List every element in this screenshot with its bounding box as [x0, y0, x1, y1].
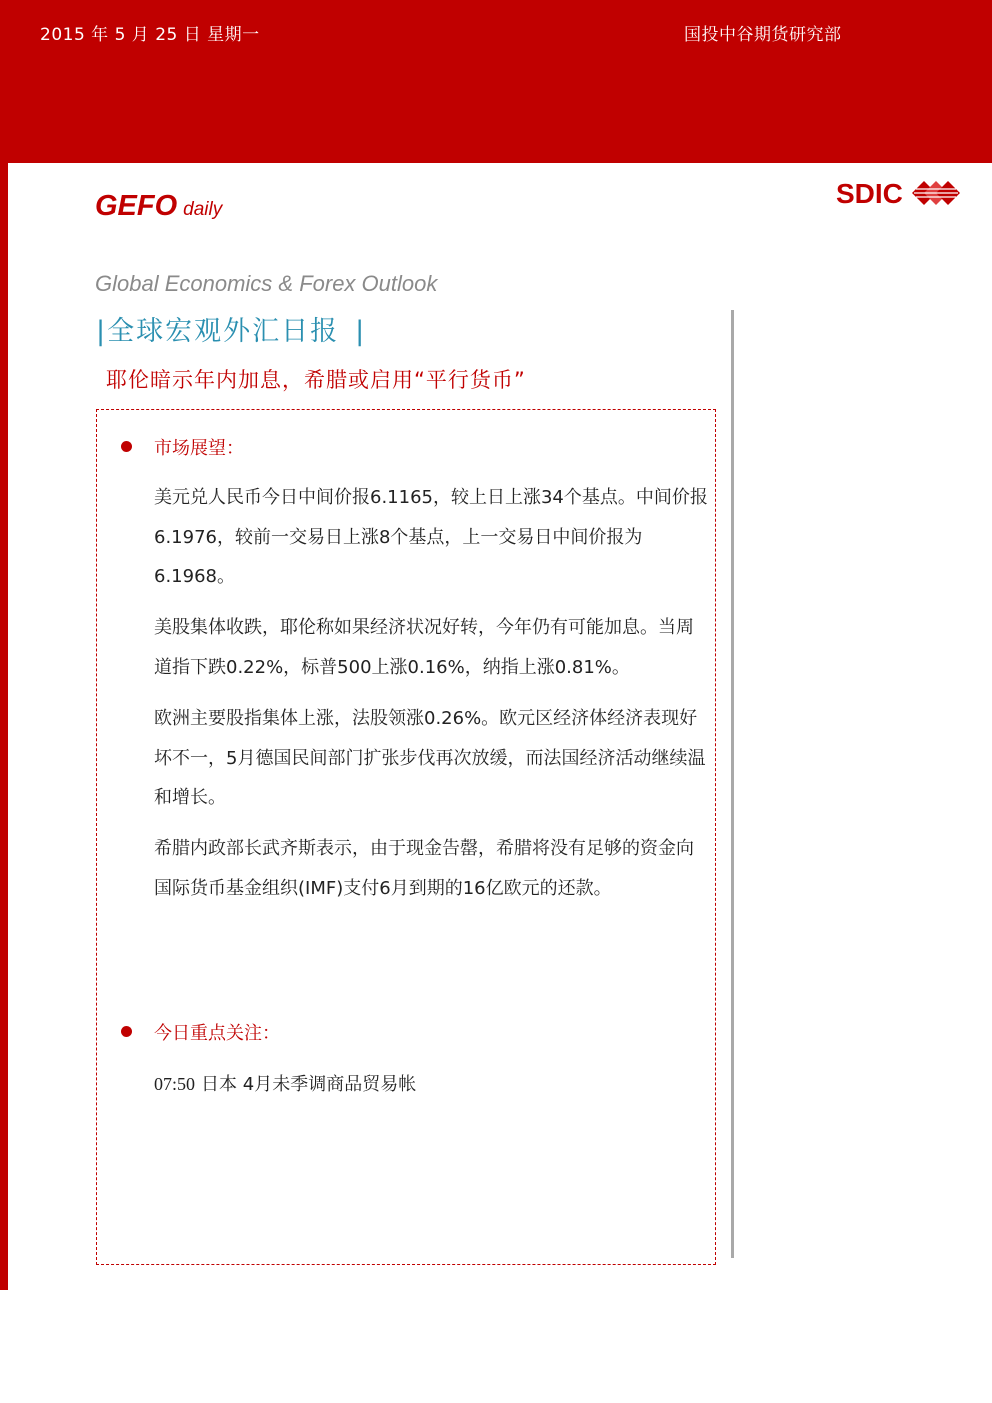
- vertical-divider: [731, 310, 734, 1258]
- tagline: Global Economics & Forex Outlook: [95, 271, 438, 296]
- section-title-focus: 今日重点关注：: [154, 1023, 280, 1044]
- headline: 耶伦暗示年内加息，希腊或启用“平行货币”: [106, 368, 526, 392]
- paragraph: 欧洲主要股指集体上涨，法股领涨0.26%。欧元区经济体经济表现好坏不一，5月德国民间部门扩张步伐再次放缓，而法国经济活动继续温和增长。: [154, 708, 706, 808]
- title-bar-right: |: [355, 316, 367, 347]
- left-accent-stripe: [0, 163, 8, 1290]
- bullet-icon: [121, 1026, 132, 1037]
- paragraph: 希腊内政部长武齐斯表示，由于现金告罄，希腊将没有足够的资金向国际货币基金组织(IMF)支付6月到期的16亿欧元的还款。: [154, 838, 694, 899]
- brand-suffix: daily: [183, 199, 223, 220]
- paragraph: 美股集体收跌，耶伦称如果经济状况好转，今年仍有可能加息。当周道指下跌0.22%，标普500上涨0.16%，纳指上涨0.81%。: [154, 617, 694, 678]
- event-text: 日本 4月未季调商品贸易帐: [201, 1074, 417, 1095]
- event-time: 07:50: [154, 1074, 196, 1094]
- department-name: 国投中谷期货研究部: [684, 25, 842, 45]
- report-title: [96, 309, 366, 348]
- report-title-text: 全球宏观外汇日报: [107, 316, 340, 347]
- brand-name: GEFO: [95, 190, 178, 222]
- title-bar-left: |: [96, 316, 108, 347]
- section-title-outlook: 市场展望：: [154, 438, 244, 459]
- bullet-icon: [121, 441, 132, 452]
- brand-wordmark: [95, 190, 222, 223]
- report-date: 2015 年 5 月 25 日 星期一: [40, 25, 260, 45]
- logo-text: SDIC: [836, 178, 903, 209]
- event-item: [154, 1070, 416, 1096]
- sdic-logo: [836, 175, 962, 211]
- paragraph: 美元兑人民币今日中间价报6.1165，较上日上涨34个基点。中间价报6.1976，较前一交易日上涨8个基点，上一交易日中间价报为6.1968。: [154, 487, 708, 587]
